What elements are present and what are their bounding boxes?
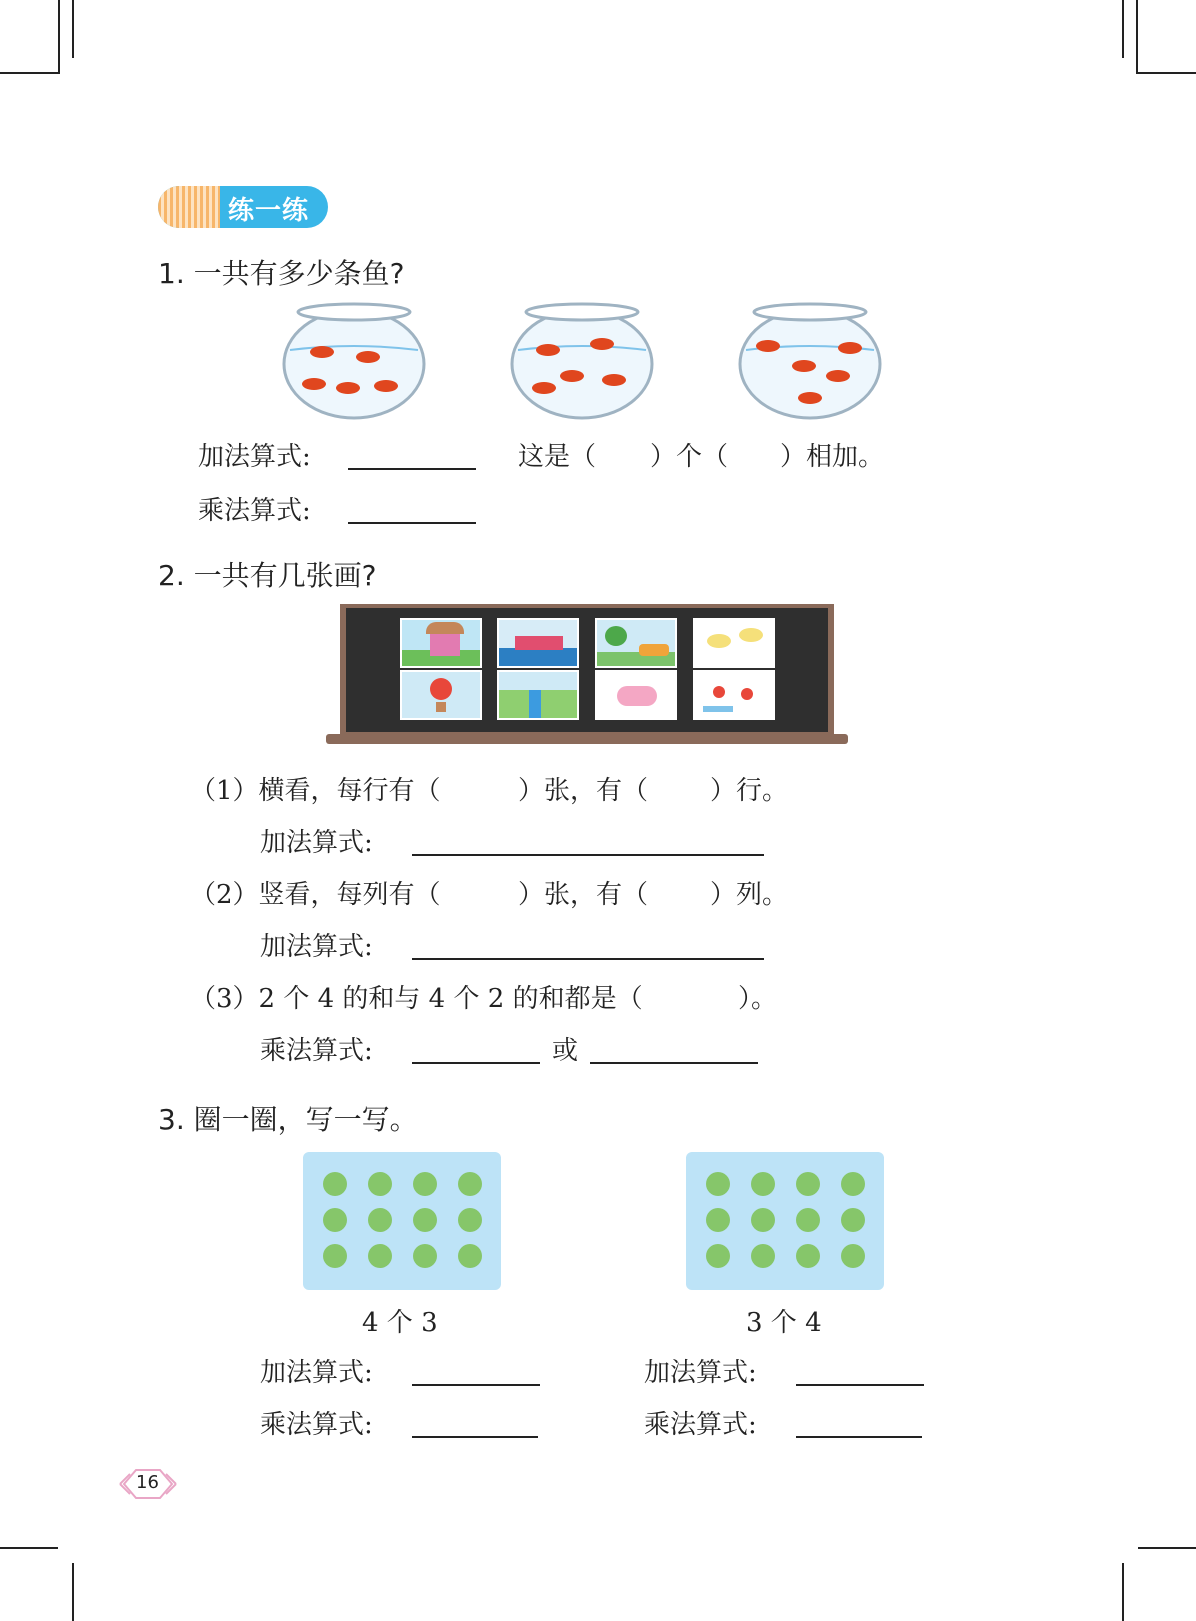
q2-part2-b: ）张，有（ [518,880,649,910]
dot [323,1172,347,1196]
q3-left-addition-label: 加法算式: [260,1358,373,1388]
dot [323,1244,347,1268]
crop-mark [72,0,74,58]
q2-part3-a: （3）2 个 4 的和与 4 个 2 的和都是（ [190,984,643,1014]
q2-part3-b: ）。 [738,984,778,1014]
dot [458,1172,482,1196]
q2-part3-label: 乘法算式: [260,1036,373,1066]
picture-frame-icon [595,618,677,668]
q3-left-addition-blank[interactable] [412,1384,540,1386]
dot [841,1244,865,1268]
q2-part1-a: （1）横看，每行有（ [190,776,441,806]
abacus-icon [158,186,220,228]
crop-mark [1136,0,1138,74]
dot [796,1172,820,1196]
dot [706,1208,730,1232]
crop-mark [58,0,60,74]
q1-this-is-part1: 这是（ [518,442,597,472]
q3-right-caption: 3 个 4 [746,1308,822,1338]
dot [458,1244,482,1268]
picture-frame-icon [497,670,579,720]
question-2-title: 2. 一共有几张画? [158,559,377,592]
q3-right-multiplication-label: 乘法算式: [644,1410,757,1440]
fish-bowl-icon [282,302,426,420]
picture-frame-icon [595,670,677,720]
dot [706,1244,730,1268]
q2-part3-blank-1[interactable] [412,1062,540,1064]
q1-this-is-part2: ）个（ [650,442,729,472]
crop-mark [0,72,58,74]
q2-part1-label: 加法算式: [260,828,373,858]
dot [796,1208,820,1232]
q3-left-multiplication-label: 乘法算式: [260,1410,373,1440]
dot [751,1208,775,1232]
q2-part2-label: 加法算式: [260,932,373,962]
crop-mark [1122,1563,1124,1621]
section-badge-label: 练一练 [228,196,310,226]
crop-mark [0,1547,58,1549]
crop-mark [1138,72,1196,74]
q3-right-addition-blank[interactable] [796,1384,924,1386]
q1-addition-blank[interactable] [348,468,476,470]
q2-part2-a: （2）竖看，每列有（ [190,880,441,910]
section-badge [158,186,328,228]
dot [751,1172,775,1196]
q2-part3-or: 或 [552,1036,579,1066]
page-number: 16 [136,1472,159,1493]
dot [458,1208,482,1232]
q1-this-is-part3: ）相加。 [780,442,885,472]
q2-part3-blank-2[interactable] [590,1062,758,1064]
dot [841,1208,865,1232]
question-1-title: 1. 一共有多少条鱼? [158,257,405,290]
dot [368,1244,392,1268]
q3-left-caption: 4 个 3 [362,1308,438,1338]
dot [706,1172,730,1196]
dot [751,1244,775,1268]
q3-right-addition-label: 加法算式: [644,1358,757,1388]
picture-frame-icon [400,670,482,720]
picture-frame-icon [693,618,775,668]
q3-left-multiplication-blank[interactable] [412,1436,538,1438]
q2-part1-blank[interactable] [412,854,764,856]
q2-part1-c: ）行。 [710,776,789,806]
crop-mark [1138,1547,1196,1549]
q1-multiplication-blank[interactable] [348,522,476,524]
q1-addition-label: 加法算式: [198,442,311,472]
dot-grid-left[interactable] [303,1152,501,1290]
crop-mark [1122,0,1124,58]
q3-right-multiplication-blank[interactable] [796,1436,922,1438]
fish-bowl-icon [738,302,882,420]
q2-part1-b: ）张，有（ [518,776,649,806]
picture-frame-icon [400,618,482,668]
q2-part2-c: ）列。 [710,880,789,910]
crop-mark [72,1563,74,1621]
dot [841,1172,865,1196]
dot [368,1172,392,1196]
dot [323,1208,347,1232]
question-3-title: 3. 圈一圈，写一写。 [158,1103,418,1136]
dot [413,1244,437,1268]
q1-multiplication-label: 乘法算式: [198,496,311,526]
picture-frame-icon [497,618,579,668]
picture-frame-icon [693,670,775,720]
dot [413,1172,437,1196]
dot [368,1208,392,1232]
chalkboard-ledge [326,734,848,744]
q2-part2-blank[interactable] [412,958,764,960]
fish-bowl-icon [510,302,654,420]
dot [796,1244,820,1268]
dot-grid-right[interactable] [686,1152,884,1290]
dot [413,1208,437,1232]
